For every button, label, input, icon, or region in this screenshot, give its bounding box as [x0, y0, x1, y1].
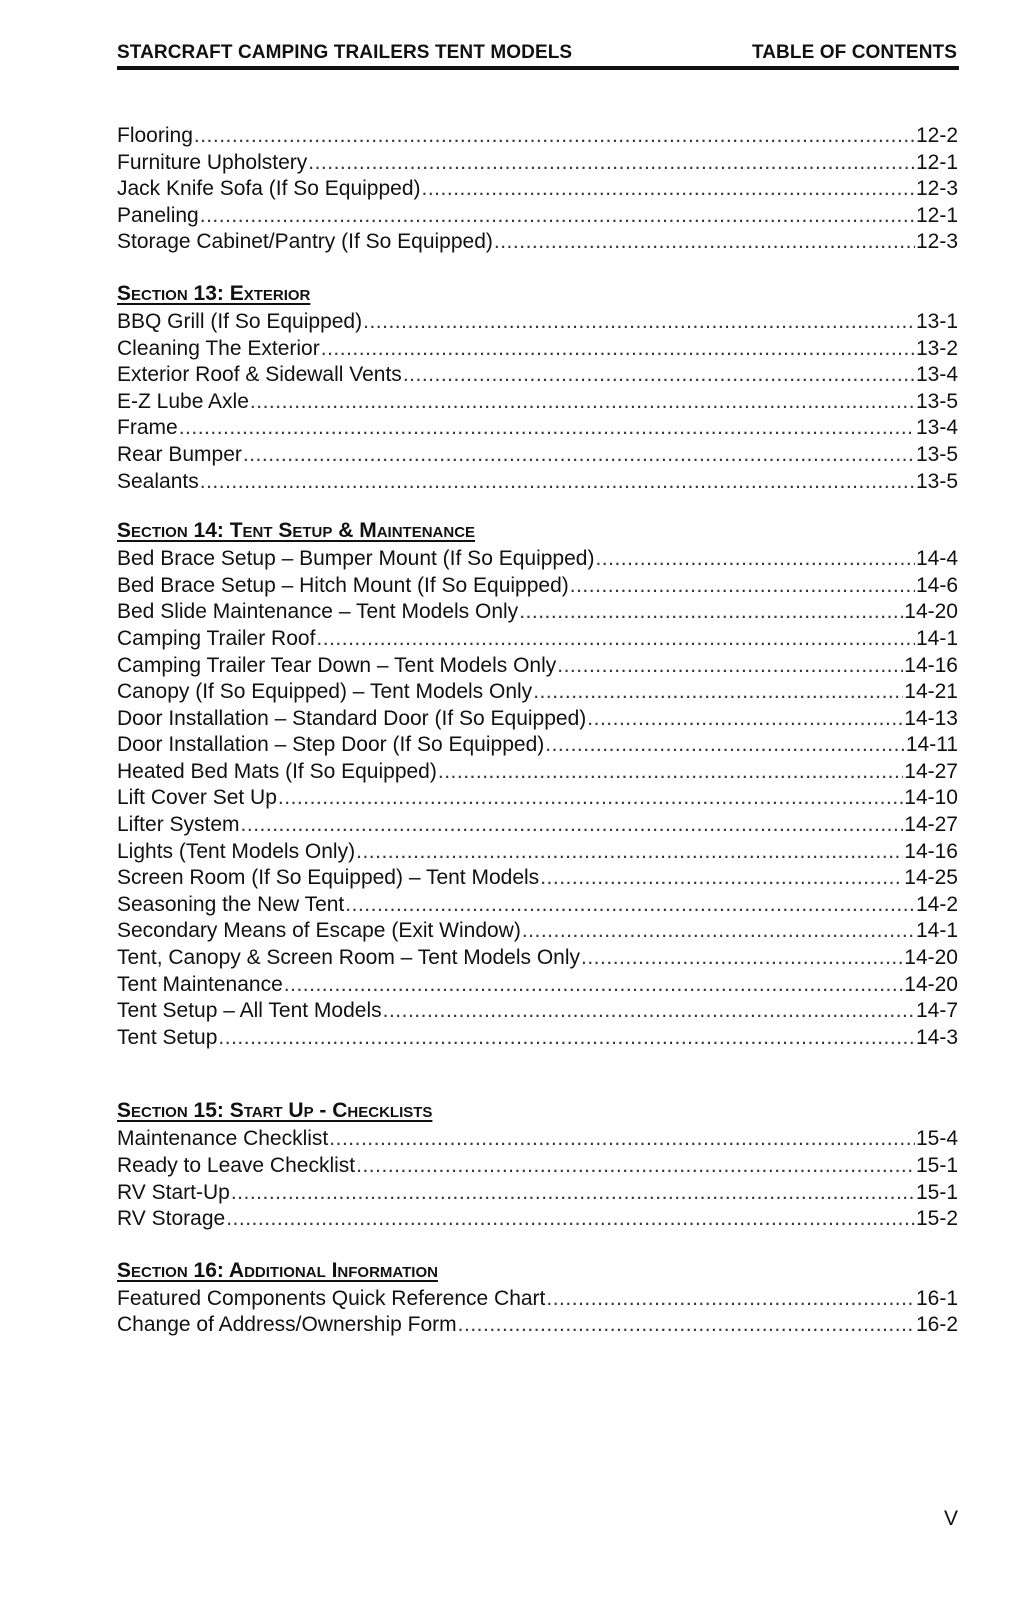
toc-entry[interactable] — [117, 546, 958, 573]
toc-entry-page: 12-3 — [915, 230, 958, 254]
toc-entry-page: 15-1 — [915, 1154, 958, 1177]
toc-entry-title: Tent, Canopy & Screen Room – Tent Models Only — [117, 946, 581, 970]
dot-leader — [363, 309, 915, 336]
dot-leader — [557, 653, 903, 680]
toc-entry[interactable] — [117, 599, 958, 626]
dot-leader — [179, 415, 915, 442]
toc-entry-page: 14-10 — [904, 786, 958, 810]
dot-leader — [522, 918, 915, 945]
toc-entry-page: 14-4 — [915, 547, 958, 571]
toc-entry-page: 13-5 — [915, 389, 958, 413]
toc-entry-page: 13-5 — [915, 442, 958, 466]
toc-entry-page: 12-1 — [915, 150, 958, 174]
toc-entry[interactable] — [117, 706, 958, 733]
dot-leader — [545, 732, 905, 759]
dot-leader — [546, 1286, 915, 1313]
dot-leader — [403, 362, 915, 389]
toc-entry-page: 16-1 — [915, 1286, 958, 1310]
toc-entry-page: 13-1 — [915, 309, 958, 333]
toc-entry-page: 15-4 — [915, 1127, 958, 1151]
toc-entry[interactable] — [117, 945, 958, 972]
dot-leader — [243, 442, 915, 469]
toc-entry-page: 12-3 — [915, 177, 958, 201]
toc-entry-page: 14-16 — [904, 653, 958, 677]
toc-entry-title: Rear Bumper — [117, 442, 242, 466]
toc-entry-title: Flooring — [117, 124, 193, 147]
toc-entry-page: 14-2 — [915, 892, 958, 916]
section-14-heading[interactable]: Section 14: Tent Setup & Maintenance — [117, 519, 476, 543]
toc-entry-page: 13-2 — [915, 336, 958, 360]
toc-group-section-16 — [117, 1286, 958, 1339]
toc-entry[interactable] — [117, 972, 958, 999]
toc-entry-page: 14-27 — [904, 759, 958, 783]
toc-entry[interactable] — [117, 1025, 958, 1052]
section-16-heading[interactable]: Section 16: Additional Information — [117, 1258, 438, 1282]
toc-entry[interactable] — [117, 1206, 958, 1233]
dot-leader — [519, 599, 903, 626]
toc-entry-page: 14-3 — [915, 1025, 958, 1049]
page-number: V — [944, 1507, 959, 1530]
dot-leader — [316, 626, 915, 653]
toc-entry-title: Jack Knife Sofa (If So Equipped) — [117, 177, 421, 201]
dot-leader — [250, 389, 915, 416]
toc-entry-page: 14-20 — [904, 946, 958, 970]
dot-leader — [587, 706, 903, 733]
toc-entry-title: Frame — [117, 416, 178, 440]
toc-entry-page: 15-2 — [915, 1207, 958, 1231]
toc-entry-title: Tent Maintenance — [117, 972, 283, 996]
toc-entry-title: Featured Components Quick Reference Chart — [117, 1286, 546, 1310]
toc-entry[interactable] — [117, 415, 958, 442]
toc-entry-page: 13-5 — [915, 469, 958, 493]
toc-entry[interactable] — [117, 573, 958, 600]
toc-entry-title: Bed Brace Setup – Hitch Mount (If So Equipped) — [117, 573, 569, 597]
toc-entry-title: Door Installation – Standard Door (If So Equipped) — [117, 706, 587, 730]
dot-leader — [308, 150, 915, 177]
toc-entry[interactable] — [117, 653, 958, 680]
toc-entry-title: Screen Room (If So Equipped) – Tent Models — [117, 866, 540, 890]
toc-entry-title: Heated Bed Mats (If So Equipped) — [117, 759, 437, 783]
dot-leader — [595, 546, 915, 573]
dot-leader — [200, 203, 915, 230]
dot-leader — [194, 123, 915, 150]
toc-entry-page: 14-25 — [904, 866, 958, 890]
toc-entry-title: Furniture Upholstery — [117, 150, 308, 174]
toc-entry-page: 12-1 — [915, 203, 958, 227]
toc-entry-page: 14-1 — [915, 626, 958, 650]
page-header — [117, 42, 959, 70]
toc-entry-title: E-Z Lube Axle — [117, 389, 249, 413]
toc-content — [117, 123, 958, 1339]
section-13-heading[interactable]: Section 13: Exterior — [117, 281, 311, 305]
dot-leader — [226, 1206, 915, 1233]
toc-entry-page: 14-6 — [915, 573, 958, 597]
dot-leader — [581, 945, 903, 972]
dot-leader — [278, 785, 903, 812]
dot-leader — [284, 972, 904, 999]
dot-leader — [422, 176, 915, 203]
dot-leader — [458, 1312, 915, 1339]
toc-entry-title: Bed Slide Maintenance – Tent Models Only — [117, 600, 519, 624]
dot-leader — [218, 1025, 915, 1052]
header-section-label: TABLE OF CONTENTS — [751, 42, 957, 63]
toc-group-section-12 — [117, 123, 958, 256]
toc-entry[interactable] — [117, 1180, 958, 1207]
toc-entry[interactable] — [117, 918, 958, 945]
dot-leader — [356, 839, 903, 866]
toc-entry-title: Camping Trailer Roof — [117, 626, 316, 650]
toc-entry-page: 16-2 — [915, 1313, 958, 1337]
dot-leader — [241, 812, 904, 839]
toc-group-section-13 — [117, 309, 958, 495]
toc-entry[interactable] — [117, 336, 958, 363]
toc-entry[interactable] — [117, 309, 958, 336]
toc-group-section-15 — [117, 1126, 958, 1232]
toc-entry-title: RV Storage — [117, 1207, 226, 1231]
toc-entry[interactable] — [117, 865, 958, 892]
section-15-heading[interactable]: Section 15: Start Up - Checklists — [117, 1099, 433, 1123]
toc-entry-title: Lights (Tent Models Only) — [117, 839, 356, 863]
toc-entry-page: 12-2 — [915, 124, 958, 147]
toc-entry-page: 13-4 — [915, 363, 958, 387]
toc-entry-title: BBQ Grill (If So Equipped) — [117, 309, 363, 333]
toc-entry[interactable] — [117, 785, 958, 812]
toc-entry-title: Seasoning the New Tent — [117, 892, 345, 916]
toc-entry-page: 15-1 — [915, 1180, 958, 1204]
toc-entry-title: Maintenance Checklist — [117, 1127, 329, 1151]
dot-leader — [533, 679, 903, 706]
toc-entry-title: Tent Setup – All Tent Models — [117, 999, 382, 1023]
toc-entry[interactable] — [117, 1286, 958, 1313]
toc-entry[interactable] — [117, 839, 958, 866]
dot-leader — [494, 229, 915, 256]
toc-entry-page: 14-13 — [904, 706, 958, 730]
toc-entry-page: 14-1 — [915, 919, 958, 943]
toc-entry[interactable] — [117, 123, 958, 150]
toc-entry[interactable] — [117, 812, 958, 839]
toc-entry-page: 14-7 — [915, 999, 958, 1023]
toc-entry-title: Bed Brace Setup – Bumper Mount (If So Equipped) — [117, 547, 595, 571]
toc-entry[interactable] — [117, 679, 958, 706]
dot-leader — [231, 1180, 915, 1207]
toc-entry-page: 13-4 — [915, 416, 958, 440]
toc-entry[interactable] — [117, 469, 958, 496]
header-title: STARCRAFT CAMPING TRAILERS TENT MODELS — [117, 42, 573, 63]
toc-entry[interactable] — [117, 389, 958, 416]
dot-leader — [200, 469, 915, 496]
toc-entry[interactable] — [117, 1312, 958, 1339]
dot-leader — [570, 573, 915, 600]
toc-entry-title: Ready to Leave Checklist — [117, 1154, 356, 1177]
toc-entry-page: 14-16 — [904, 839, 958, 863]
toc-entry-title: Tent Setup — [117, 1025, 218, 1049]
toc-entry-title: Cleaning The Exterior — [117, 336, 320, 360]
toc-entry-title: Lifter System — [117, 813, 240, 837]
dot-leader — [345, 892, 915, 919]
toc-entry[interactable] — [117, 362, 958, 389]
toc-entry-page: 14-20 — [904, 972, 958, 996]
toc-entry-title: Canopy (If So Equipped) – Tent Models Only — [117, 680, 533, 704]
toc-entry[interactable] — [117, 1153, 958, 1180]
toc-entry-title: Exterior Roof & Sidewall Vents — [117, 363, 402, 387]
toc-entry-title: Secondary Means of Escape (Exit Window) — [117, 919, 521, 943]
dot-leader — [356, 1153, 915, 1180]
toc-entry[interactable] — [117, 176, 958, 203]
toc-entry[interactable] — [117, 732, 958, 759]
toc-entry[interactable] — [117, 229, 958, 256]
toc-entry[interactable] — [117, 442, 958, 469]
toc-entry-page: 14-27 — [904, 813, 958, 837]
toc-entry-title: Door Installation – Step Door (If So Equipped) — [117, 733, 545, 757]
toc-entry-title: Sealants — [117, 469, 199, 493]
toc-entry[interactable] — [117, 626, 958, 653]
dot-leader — [383, 998, 915, 1025]
toc-group-section-14 — [117, 546, 958, 1051]
dot-leader — [321, 336, 915, 363]
toc-entry[interactable] — [117, 150, 958, 177]
toc-entry-page: 14-21 — [904, 680, 958, 704]
toc-entry[interactable] — [117, 998, 958, 1025]
toc-entry-title: Paneling — [117, 203, 199, 227]
toc-entry[interactable] — [117, 759, 958, 786]
toc-entry[interactable] — [117, 1126, 958, 1153]
dot-leader — [540, 865, 903, 892]
dot-leader — [329, 1126, 915, 1153]
toc-entry-page: 14-20 — [904, 600, 958, 624]
toc-entry-title: Camping Trailer Tear Down – Tent Models Only — [117, 653, 557, 677]
toc-entry[interactable] — [117, 203, 958, 230]
toc-entry-title: Change of Address/Ownership Form — [117, 1313, 457, 1337]
toc-entry-title: Lift Cover Set Up — [117, 786, 277, 810]
dot-leader — [438, 759, 903, 786]
toc-entry-title: Storage Cabinet/Pantry (If So Equipped) — [117, 230, 493, 254]
toc-entry-page: 14-11 — [905, 733, 958, 757]
toc-entry-title: RV Start-Up — [117, 1180, 230, 1204]
toc-entry[interactable] — [117, 892, 958, 919]
